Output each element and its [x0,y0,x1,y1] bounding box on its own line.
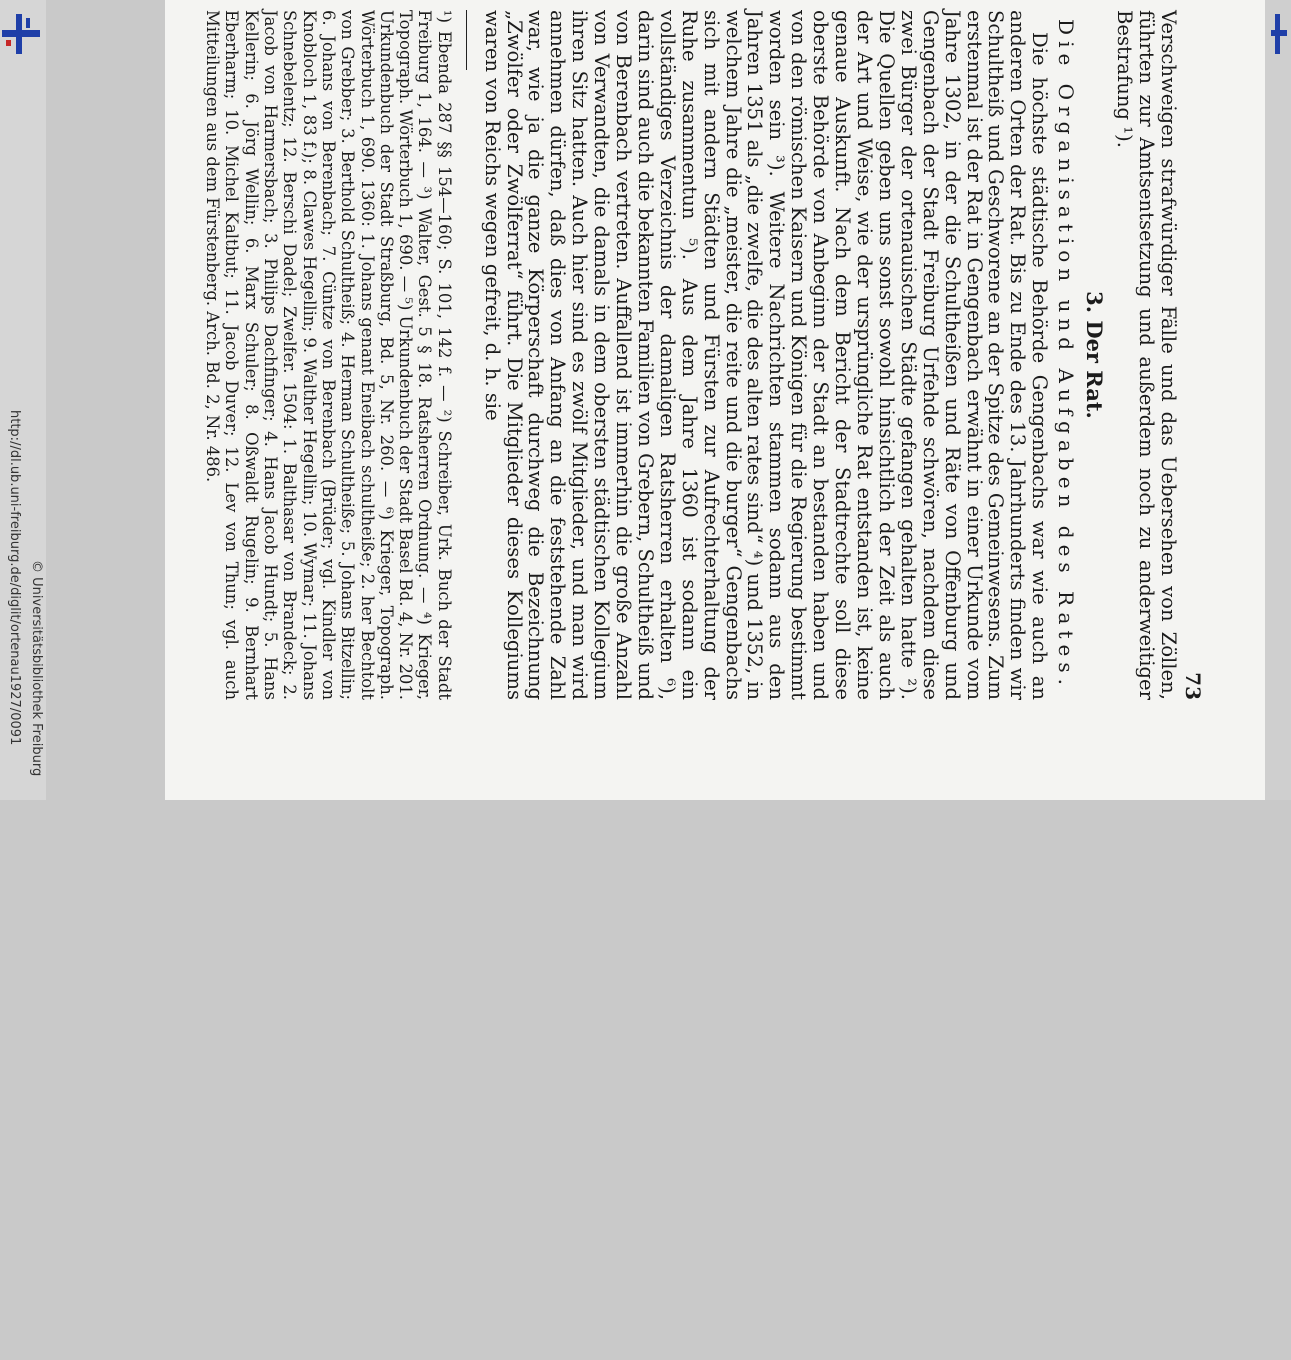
page-number: 73 [1181,672,1205,700]
scanned-page [165,0,1275,800]
body-paragraph: Die höchste städtische Behörde Gengenbachs war wie auch an anderen Orten der Rat. Bis zu Ende des 13. Jahrhunderts finden wir Schultheiß und Geschworene an der Spitze des Gemeinwesens. Zum erstenmal ist der Rat in Gengenbach erwähnt in einer Urkunde vom Jahre 1302, in der die Schultheißen und Räte von Offenburg und Gengenbach der Stadt Freiburg Urfehde schwören, nachdem diese zwei Bürger der ortenauischen Städte gefangen gehalten hatte ²). Die Quellen geben uns sonst sowohl hinsichtlich der Zeit als auch der Art und Weise, wie der ursprüngliche Rat entstanden ist, keine genaue Auskunft. Nach dem Bericht der Stadtrechte soll diese oberste Behörde von Anbeginn der Stadt an bestanden haben und von den römischen Kaisern und Königen für die Regierung bestimmt worden sein ³). Weitere Nachrichten stammen sodann aus den Jahren 1351 als „die zwelfe, die des alten rates sind“ ⁴) und 1352, in welchem Jahre die „meister, die reite und die burger“ Gengenbachs sich mit andern Städten und Fürsten zur Aufrechterhaltung der Ruhe zusammentun ⁵). Aus dem Jahre 1360 ist sodann ein vollständiges Verzeichnis der damaligen Ratsherren erhalten ⁶), darin sind auch die bekannten Familien von Grebern, Schultheiß und von Berenbach vertreten. Auffallend ist immerhin die große Anzahl von Verwandten, die damals in dem obersten städtischen Kollegium ihren Sitz hatten. Auch hier sind es zwölf Mitglieder, und man wird annehmen dürfen, daß dies von Anfang an die feststehende Zahl war, wie ja die ganze Körperschaft durchweg die Bezeichnung „Zwölfer oder Zwölferrat“ führt. Die Mitglieder dieses Kollegiums waren von Reichs wegen gefreit, d. h. sie [480,10,1052,700]
library-logo-icon-right [1271,14,1287,54]
subsection-title: Die Organisation und Aufgaben des Rates. [1054,19,1079,691]
section-title: 3. Der Rat. [1082,291,1108,419]
footnote-divider [466,10,467,70]
document-url[interactable]: http://dl.ub.uni-freiburg.de/diglit/ortenau1927/0091 [7,410,22,746]
library-logo-icon [2,14,40,54]
right-gutter [1265,0,1291,800]
footnotes: ¹) Ebenda 287 §§ 154—160; S. 101, 142 f. — ²) Schreiber, Urk. Buch der Stadt Freiburg 1, 164. — ³) Walter, Gest. 5 § 18. Ratsherren Ordnung. — ⁴) Krieger, Topograph. Wörterbuch 1, 690. — ⁵) Urkundenbuch der Stadt Basel Bd. 4, Nr. 201. Urkundenbuch der Stadt Straßburg, Bd. 5, Nr. 260. — ⁶) Krieger, Topograph. Wörterbuch 1, 690. 1360: 1. Johans genant Eneibach schultheiße; 2. her Bechtolt von Grebber; 3. Berthold Schultheiß; 4. Herman Schultheiße; 5. Johans Bitzellin; 6. Johans von Berenbach; 7. Cüntze von Berenbach (Brüder; vgl. Kindler von Knobloch 1, 83 f.); 8. Clawes Hegellin; 9. Walther Hegellin; 10. Wymar; 11. Johans Schnebelentz; 12. Berschi Dadel; Zwelfer. 1504: 1. Balthasar von Brandeck; 2. Jacob von Harmersbach; 3. Philips Dachfinger; 4. Hans Jacob Hundt; 5. Hans Kellerin; 6. Jörg Wellin; 6. Marx Schuler; 8. Oßwaldt Rugelin; 9. Bernhart Eberharm; 10. Michel Kaltbut; 11. Jacob Duver; 12. Lev von Thun; vgl. auch Mitteilungen aus dem Fürstenberg. Arch. Bd. 2, Nr. 486. [203,10,454,700]
copyright-notice: © Universitätsbibliothek Freiburg [29,560,44,777]
rotated-page-content [175,10,1205,700]
intro-paragraph: Verschweigen strafwürdiger Fälle und das Uebersehen von Zöllen, führten zur Amtsentsetzung und außerdem noch zu anderweitiger Bestrafung ¹). [1113,10,1180,700]
